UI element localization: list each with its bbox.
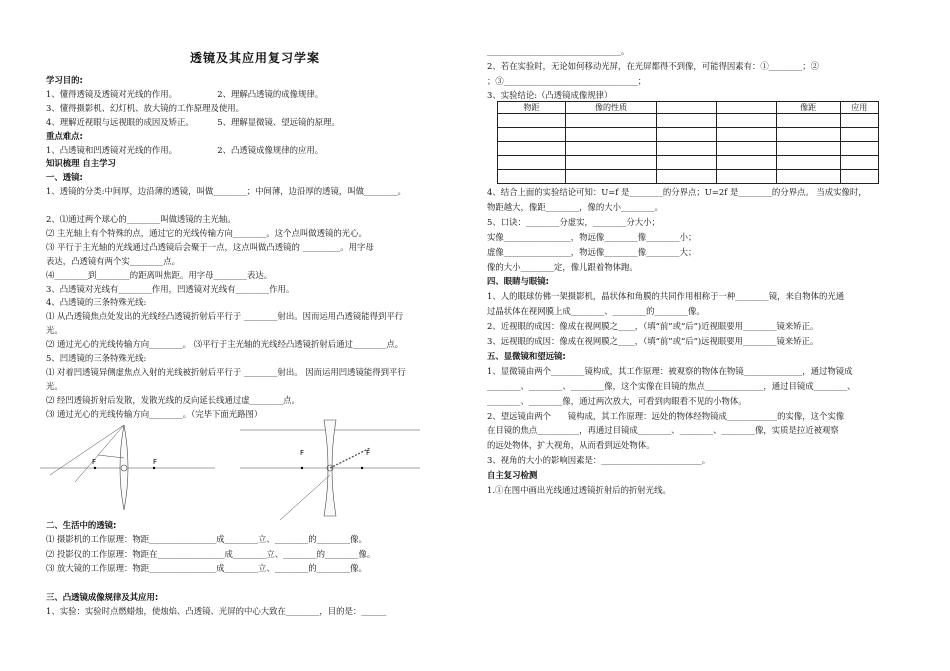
left-line: ⑶ 平行于主光轴的光线通过凸透镜后会聚于一点，这点叫做凸透镜的 _________。用字母 <box>46 241 374 252</box>
convex-lens-diagram <box>40 425 215 510</box>
right_top-line: ；③________________________________； <box>487 75 647 86</box>
right_mid-line: 物距越大，像距________，像的大小________。 <box>487 201 663 212</box>
table-cell[interactable] <box>840 170 878 184</box>
table-cell[interactable] <box>498 142 566 156</box>
table-cell[interactable] <box>716 170 776 184</box>
table-cell[interactable] <box>657 170 717 184</box>
left-line: 光。 <box>46 380 63 391</box>
table-cell[interactable] <box>776 128 840 142</box>
right_mid-line: 2、望远镜由两个 镜构成，其工作原理：远处的物体经物镜成____________的实像，这个实像 <box>487 410 845 421</box>
lens-diagrams <box>40 420 465 500</box>
table-cell[interactable] <box>657 114 717 128</box>
right_mid-line: 2、近视眼的成因：像成在视网膜之____，（填“前”或“后”)近视眼要用________镜来矫正。 <box>487 321 819 332</box>
right_mid-line: 五、显微镜和望远镜: <box>487 350 566 361</box>
table-cell[interactable] <box>565 114 656 128</box>
table-cell[interactable] <box>840 128 878 142</box>
table-cell[interactable] <box>657 142 717 156</box>
left-line: 光。 <box>46 325 63 336</box>
right_top-line: 2、若在实验时，无论如何移动光屏，在光屏都得不到像，可能得因素有：①________；② <box>487 60 819 71</box>
table-cell[interactable] <box>565 156 656 170</box>
table-cell[interactable] <box>716 114 776 128</box>
right_mid-line: ________、________像，通过两次放大，可看到肉眼看不见的小物体。 <box>487 395 747 406</box>
left-line: 学习目的: <box>46 75 83 85</box>
experiment-table <box>497 101 879 184</box>
left-line: ⑷________到________的距离叫焦距。用字母________表达。 <box>46 269 273 280</box>
left2-line: ⑴ 摄影机的工作原理：物距________________成________立、________的________像。 <box>46 534 367 545</box>
right_mid-line: 自主复习检测 <box>487 470 538 481</box>
focus-label-right-2: F <box>366 449 371 457</box>
right_mid-line: 在目镜的焦点__________，再通过目镜成________、________、________像，实质是拉近被观察 <box>487 425 839 436</box>
right_mid-line: 3、视角的大小的影响因素是：________________________。 <box>487 455 711 466</box>
table-header-cell <box>657 102 717 114</box>
left-line: 3、凸透镜对光线有________作用，凹透镜对光线有________作用。 <box>46 283 295 294</box>
table-header-cell <box>716 102 776 114</box>
left-line: 1、透镜的分类:中间厚，边沿薄的透镜，叫做________；中间薄，边沿厚的透镜，叫做________。 <box>46 186 406 197</box>
table-cell[interactable] <box>776 114 840 128</box>
table-cell[interactable] <box>565 128 656 142</box>
table-cell[interactable] <box>498 156 566 170</box>
right_mid-line: 3、远视眼的成因：像成在视网膜之____，（填“前”或“后”)远视眼要用________镜来矫正。 <box>487 336 819 346</box>
left-line: 1、凸透镜和凹透镜对光线的作用。 2、凸透镜成像规律的应用。 <box>46 144 324 155</box>
right_top-line: 3、实验结论:（凸透镜成像规律） <box>487 90 613 101</box>
table-row <box>498 128 879 142</box>
left2-line: 二、生活中的透镜: <box>46 520 117 530</box>
right_mid-line: 过晶状体在视网膜上成________、________的________像。 <box>487 306 705 317</box>
right_mid-line: 4、结合上面的实验结论可知：U=f 是________的分界点；U=2f 是________的分界点。 当成实像时， <box>487 187 867 197</box>
table-cell[interactable] <box>776 156 840 170</box>
table-cell[interactable] <box>657 156 717 170</box>
left2-line: 1、实验：实验时点燃蜡烛，使烛焰、凸透镜、光屏的中心大致在________，目的是：______ <box>46 606 387 617</box>
focus-label-left-2: F <box>300 449 305 457</box>
left-line: ⑵ 通过光心的光线传输方向________。 ⑶平行于主光轴的光线经凸透镜折射后通过________点。 <box>46 339 404 350</box>
right_mid-line: 的远处物体，扩大视角，从而看到远处物体。 <box>487 440 655 451</box>
left2-line: ⑶ 放大镜的工作原理：物距________________成________立、________的________像。 <box>46 563 367 574</box>
table-cell[interactable] <box>716 142 776 156</box>
left-line: 表达，凸透镜有两个实________点。 <box>46 255 180 266</box>
right_mid-line: 像的大小________定，像儿跟着物体跑。 <box>487 261 638 272</box>
table-header-cell: 像距 <box>776 102 840 114</box>
left-line: 知识梳理 自主学习 <box>46 158 116 169</box>
left-line: ⑴ 从凸透镜焦点处发出的光线经凸透镜折射后平行于 ________射出。因而运用凸透镜能得到平行 <box>46 311 404 322</box>
table-cell[interactable] <box>776 142 840 156</box>
table-row <box>498 142 879 156</box>
left-line: ⑴ 对着凹透镜异侧虚焦点入射的光线被折射后平行于 ________射出。 因而运用凹透镜能得到平行 <box>46 366 406 377</box>
table-cell[interactable] <box>657 128 717 142</box>
table-cell[interactable] <box>498 128 566 142</box>
left2-line: ⑵ 投影仪的工作原理：物距在________________成________立、________的________像。 <box>46 548 376 559</box>
table-cell[interactable] <box>716 156 776 170</box>
table-cell[interactable] <box>498 114 566 128</box>
concave-lens-diagram <box>240 420 420 520</box>
table-header-cell: 应用 <box>840 102 878 114</box>
table-cell[interactable] <box>565 142 656 156</box>
table-cell[interactable] <box>840 114 878 128</box>
right_mid-line: ________、________、________像，这个实像在目镜的焦点______________，通过目镜成________、 <box>487 380 856 391</box>
table-cell[interactable] <box>716 128 776 142</box>
left-line: 一、透镜: <box>46 172 83 183</box>
table-cell[interactable] <box>840 156 878 170</box>
table-header-row <box>498 102 879 114</box>
right_mid-line: 5、口诀：________分虚实，________分大小； <box>487 216 660 227</box>
left-line: 4、凸透镜的三条特殊光线: <box>46 297 147 308</box>
table-row <box>498 114 879 128</box>
left-line: 2、⑴通过两个球心的________叫做透镜的主光轴。 <box>46 214 236 224</box>
left-line: 4、理解近视眼与远视眼的成因及矫正。 5、理解显微镜、望远镜的原理。 <box>46 116 340 127</box>
table-cell[interactable] <box>776 170 840 184</box>
table-row <box>498 156 879 170</box>
left-line: 1、懂得透镜及透镜对光线的作用。 2、理解凸透镜的成像规律。 <box>46 88 324 99</box>
right_mid-line: 虚像________________，物远像________像________大； <box>487 246 697 257</box>
left-line: ⑵ 主光轴上有个特殊的点，通过它的光线传输方向________。这个点叫做透镜的光心。 <box>46 227 367 238</box>
right_top-line: ________________________________。 <box>487 46 630 56</box>
left-line: ⑶ 通过光心的光线传输方向________。（完毕下面光路图） <box>46 408 263 419</box>
right_mid-line: 1、显微镜由两个________镜构成，其工作原理：被观察的物体在物镜______________，通过物镜成 <box>487 365 853 376</box>
left-line: 5、凹透镜的三条特殊光线: <box>46 353 147 363</box>
left-line: 重点难点: <box>46 130 83 141</box>
page-title: 透镜及其应用复习学案 <box>190 51 321 65</box>
table-cell[interactable] <box>565 170 656 184</box>
right_mid-line: 实像________________，物远像________像________小； <box>487 231 697 242</box>
left-line: ⑵ 经凹透镜折射后发散，发散光线的反向延长线通过虚________点。 <box>46 394 300 405</box>
table-header-cell: 物距 <box>498 102 566 114</box>
focus-label-left: F <box>92 458 97 466</box>
right_mid-line: 1.①在图中画出光线通过透镜折射后的折射光线。 <box>487 485 671 495</box>
table-row <box>498 170 879 184</box>
right_mid-line: 四、眼睛与眼镜: <box>487 276 549 287</box>
left2-line: 三、凸透镜成像规律及其应用: <box>46 592 159 602</box>
table-cell[interactable] <box>840 142 878 156</box>
right_mid-line: 1、人的眼球仿佛一架摄影机，晶状体和角膜的共同作用相称于一种________镜，来自物体的光通 <box>487 291 845 302</box>
left-line: 3、懂得摄影机、幻灯机、放大镜的工作原理及使用。 <box>46 102 244 113</box>
table-header-cell: 像的性质 <box>565 102 656 114</box>
focus-label-right: F <box>153 458 158 466</box>
table-cell[interactable] <box>498 170 566 184</box>
